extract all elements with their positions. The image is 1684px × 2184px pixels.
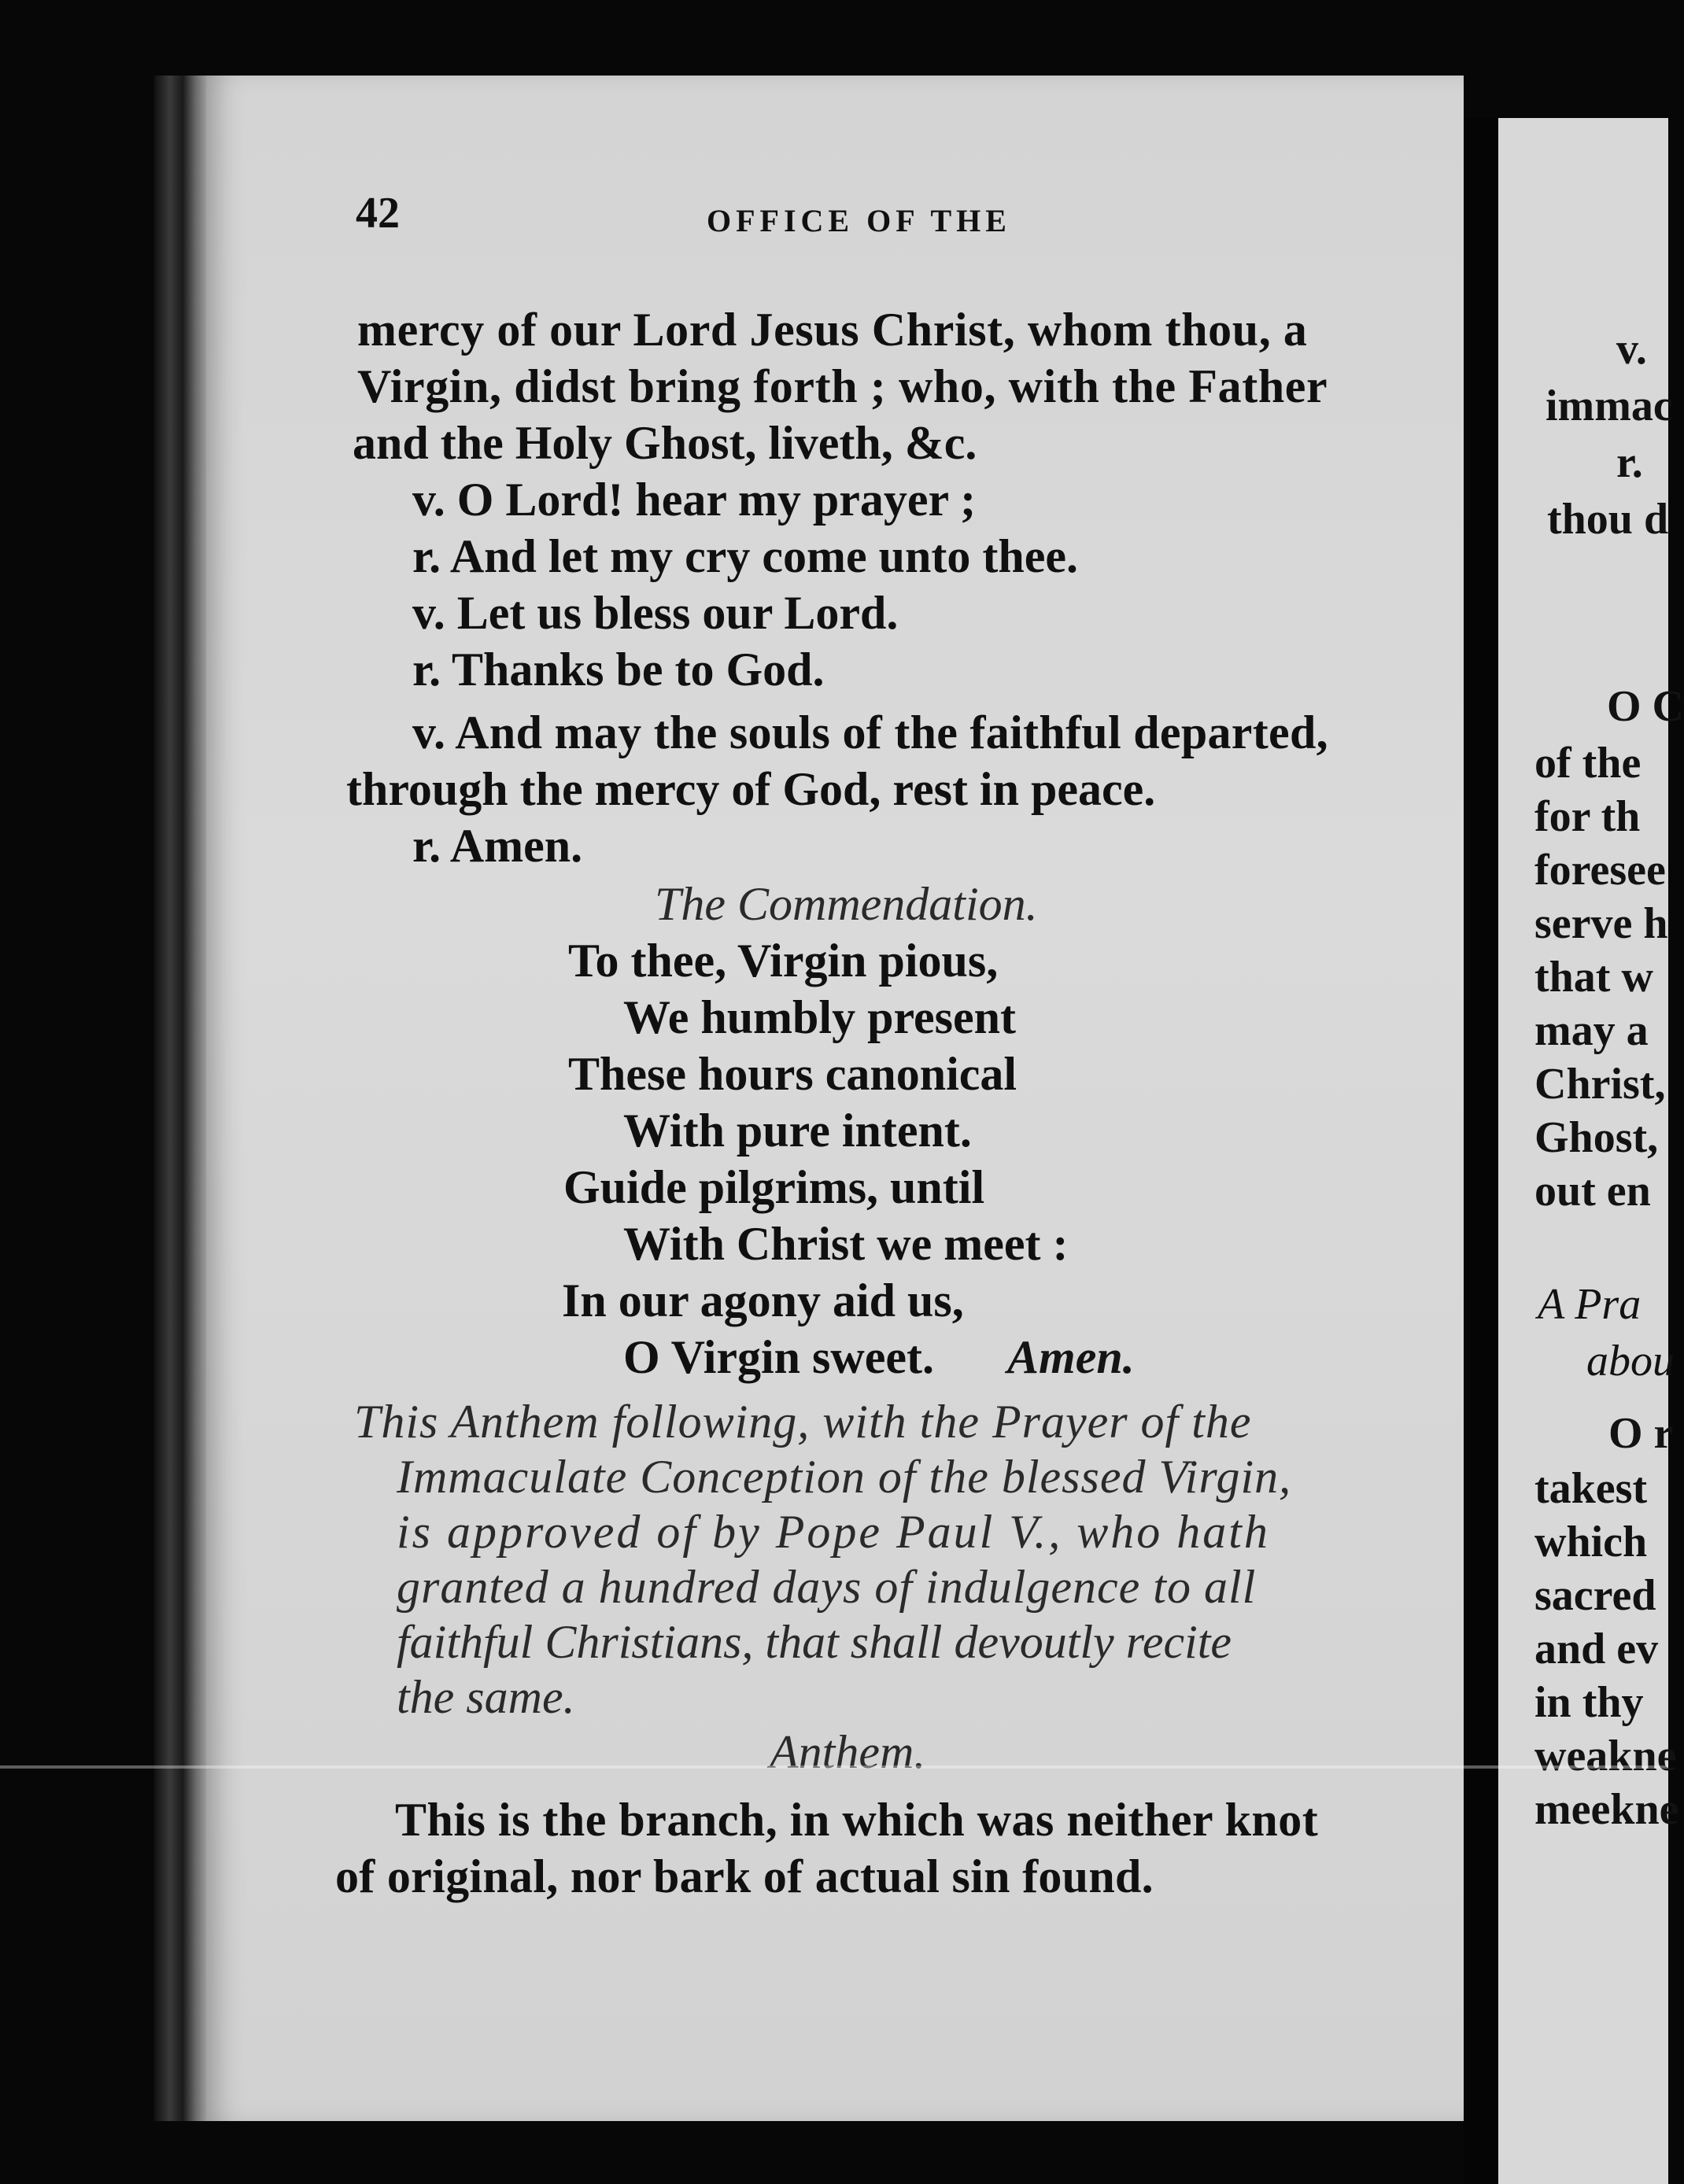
right-fragment: Christ, <box>1534 1060 1666 1109</box>
rubric-line: is approved of by Pope Paul V., who hath <box>397 1506 1270 1558</box>
body-line: mercy of our Lord Jesus Christ, whom thou, a <box>357 304 1308 356</box>
right-fragment: immac <box>1546 382 1673 430</box>
anthem-line: This is the branch, in which was neither knot <box>395 1794 1319 1846</box>
right-fragment: out en <box>1534 1167 1651 1216</box>
right-fragment: which <box>1534 1518 1648 1566</box>
anthem-line: of original, nor bark of actual sin found. <box>335 1850 1154 1902</box>
verse-line: With pure intent. <box>623 1105 972 1157</box>
verse-line: O Virgin sweet. <box>623 1331 934 1383</box>
right-fragment: for th <box>1534 792 1641 841</box>
right-fragment: O C <box>1607 682 1684 731</box>
right-fragment: may a <box>1534 1006 1649 1055</box>
right-page <box>1498 118 1684 2184</box>
verse-line: Guide pilgrims, until <box>563 1161 985 1213</box>
rubric-line: the same. <box>397 1671 575 1723</box>
body-line: through the mercy of God, rest in peace. <box>346 763 1156 815</box>
right-fragment: meekne <box>1534 1785 1679 1834</box>
right-fragment: foresee <box>1534 846 1666 895</box>
verse-amen: Amen. <box>1007 1331 1135 1383</box>
right-fragment: A Pra <box>1538 1280 1642 1329</box>
response-line: r. Amen. <box>412 820 583 872</box>
versicle-line: v. And may the souls of the faithful departed, <box>412 706 1328 758</box>
verse-line: We humbly present <box>623 991 1016 1043</box>
right-fragment: thou d <box>1547 495 1669 544</box>
right-fragment: of the <box>1534 739 1642 788</box>
right-fragment: that w <box>1534 953 1653 1002</box>
body-line: Virgin, didst bring forth ; who, with the Father <box>357 360 1328 412</box>
left-page <box>206 76 1464 2121</box>
anthem-heading: Anthem. <box>770 1726 926 1778</box>
rubric-line: faithful Christians, that shall devoutly recite <box>397 1616 1232 1668</box>
left-page-text <box>206 76 1464 2121</box>
right-fragment: abou <box>1586 1337 1675 1385</box>
right-fragment: r. <box>1616 438 1643 487</box>
verse-line: In our agony aid us, <box>562 1275 964 1326</box>
body-line: and the Holy Ghost, liveth, &c. <box>353 417 977 469</box>
versicle-line: v. O Lord! hear my prayer ; <box>412 474 977 526</box>
right-fragment: Ghost, <box>1534 1113 1659 1162</box>
rubric-line: granted a hundred days of indulgence to all <box>397 1561 1257 1613</box>
right-fragment: v. <box>1616 325 1647 374</box>
commendation-heading: The Commendation. <box>655 878 1038 930</box>
response-line: r. Thanks be to God. <box>412 644 825 695</box>
verse-line: To thee, Virgin pious, <box>568 935 999 987</box>
right-fragment: sacred <box>1534 1571 1656 1620</box>
book-spine <box>154 76 206 2121</box>
right-fragment: in thy <box>1534 1678 1644 1727</box>
page-number: 42 <box>356 189 400 238</box>
scan-artifact-line <box>0 1765 1668 1769</box>
verse-line: These hours canonical <box>568 1048 1017 1100</box>
rubric-line: This Anthem following, with the Prayer of the <box>354 1396 1252 1448</box>
versicle-line: v. Let us bless our Lord. <box>412 587 899 639</box>
response-line: r. And let my cry come unto thee. <box>412 530 1078 582</box>
page-gutter <box>1464 118 1498 2184</box>
right-fragment: O r <box>1608 1409 1674 1458</box>
rubric-line: Immaculate Conception of the blessed Virgin, <box>397 1451 1292 1503</box>
right-fragment: serve h <box>1534 899 1668 948</box>
right-fragment: takest <box>1534 1464 1648 1513</box>
running-head: OFFICE OF THE <box>707 203 1011 238</box>
right-fragment: weakne <box>1534 1732 1677 1780</box>
verse-line: With Christ we meet : <box>623 1218 1069 1270</box>
right-fragment: and ev <box>1534 1625 1659 1673</box>
